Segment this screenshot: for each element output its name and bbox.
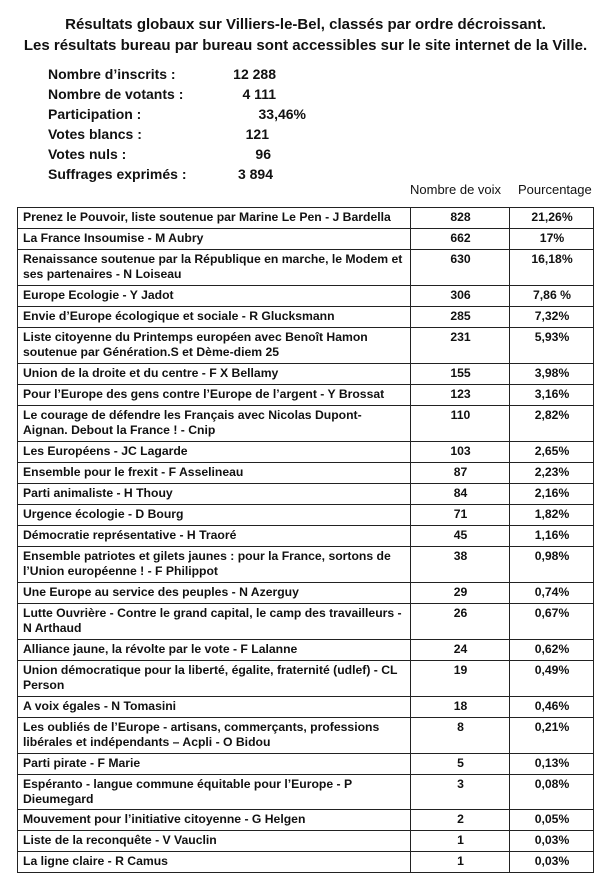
list-name-cell: Liste de la reconquête - V Vauclin <box>18 831 411 852</box>
table-row <box>18 661 594 697</box>
table-row <box>18 718 594 754</box>
votes-cell: 29 <box>411 583 510 604</box>
votes-cell: 5 <box>411 754 510 775</box>
votes-cell: 662 <box>411 229 510 250</box>
table-row <box>18 463 594 484</box>
column-header-votes: Nombre de voix <box>410 182 502 197</box>
percentage-cell: 21,26% <box>510 208 594 229</box>
table-row <box>18 604 594 640</box>
list-name-cell: Europe Ecologie - Y Jadot <box>18 286 411 307</box>
percentage-cell: 0,67% <box>510 604 594 640</box>
percentage-cell: 3,98% <box>510 364 594 385</box>
percentage-cell: 17% <box>510 229 594 250</box>
stat-label: Nombre d’inscrits : <box>48 66 176 82</box>
percentage-cell: 0,05% <box>510 810 594 831</box>
list-name-cell: Ensemble pour le frexit - F Asselineau <box>18 463 411 484</box>
percentage-cell: 0,49% <box>510 661 594 697</box>
percentage-cell: 0,21% <box>510 718 594 754</box>
votes-cell: 828 <box>411 208 510 229</box>
percentage-cell: 5,93% <box>510 328 594 364</box>
votes-cell: 19 <box>411 661 510 697</box>
votes-cell: 24 <box>411 640 510 661</box>
table-row <box>18 229 594 250</box>
votes-cell: 306 <box>411 286 510 307</box>
votes-cell: 630 <box>411 250 510 286</box>
percentage-cell: 7,86 % <box>510 286 594 307</box>
list-name-cell: Parti pirate - F Marie <box>18 754 411 775</box>
votes-cell: 155 <box>411 364 510 385</box>
votes-cell: 18 <box>411 697 510 718</box>
list-name-cell: Le courage de défendre les Français avec Nicolas Dupont-Aignan. Debout la France ! - Cnip <box>18 406 411 442</box>
table-row <box>18 526 594 547</box>
votes-cell: 38 <box>411 547 510 583</box>
table-row <box>18 250 594 286</box>
votes-cell: 1 <box>411 831 510 852</box>
percentage-cell: 2,82% <box>510 406 594 442</box>
results-table-body <box>18 208 594 873</box>
list-name-cell: Urgence écologie - D Bourg <box>18 505 411 526</box>
list-name-cell: Renaissance soutenue par la République en marche, le Modem et ses partenaires - N Loiseau <box>18 250 411 286</box>
table-row <box>18 810 594 831</box>
percentage-cell: 0,98% <box>510 547 594 583</box>
votes-cell: 3 <box>411 775 510 810</box>
percentage-cell: 0,74% <box>510 583 594 604</box>
list-name-cell: Lutte Ouvrière - Contre le grand capital, le camp des travailleurs - N Arthaud <box>18 604 411 640</box>
table-row <box>18 754 594 775</box>
votes-cell: 1 <box>411 852 510 873</box>
title-line-1: Résultats globaux sur Villiers-le-Bel, classés par ordre décroissant. <box>65 16 546 33</box>
list-name-cell: Union de la droite et du centre - F X Bellamy <box>18 364 411 385</box>
table-row <box>18 406 594 442</box>
percentage-cell: 16,18% <box>510 250 594 286</box>
stat-label: Votes blancs : <box>48 126 142 142</box>
table-row <box>18 697 594 718</box>
percentage-cell: 0,08% <box>510 775 594 810</box>
percentage-cell: 0,46% <box>510 697 594 718</box>
votes-cell: 285 <box>411 307 510 328</box>
list-name-cell: La France Insoumise - M Aubry <box>18 229 411 250</box>
list-name-cell: Envie d’Europe écologique et sociale - R Glucksmann <box>18 307 411 328</box>
percentage-cell: 1,82% <box>510 505 594 526</box>
stat-value: 4 111 <box>242 86 276 102</box>
list-name-cell: Union démocratique pour la liberté, égalite, fraternité (udlef) - CL Person <box>18 661 411 697</box>
stat-label: Nombre de votants : <box>48 86 184 102</box>
table-row <box>18 505 594 526</box>
list-name-cell: Pour l’Europe des gens contre l’Europe de l’argent - Y Brossat <box>18 385 411 406</box>
column-header-percentage: Pourcentage <box>518 182 592 197</box>
votes-cell: 110 <box>411 406 510 442</box>
table-row <box>18 831 594 852</box>
percentage-cell: 0,03% <box>510 831 594 852</box>
percentage-cell: 3,16% <box>510 385 594 406</box>
votes-cell: 8 <box>411 718 510 754</box>
list-name-cell: La ligne claire - R Camus <box>18 852 411 873</box>
table-row <box>18 286 594 307</box>
list-name-cell: A voix égales - N Tomasini <box>18 697 411 718</box>
stat-value: 33,46% <box>258 106 306 122</box>
list-name-cell: Alliance jaune, la révolte par le vote - F Lalanne <box>18 640 411 661</box>
percentage-cell: 0,62% <box>510 640 594 661</box>
table-row <box>18 385 594 406</box>
percentage-cell: 1,16% <box>510 526 594 547</box>
list-name-cell: Les Européens - JC Lagarde <box>18 442 411 463</box>
votes-cell: 45 <box>411 526 510 547</box>
title-line-2: Les résultats bureau par bureau sont accessibles sur le site internet de la Ville. <box>23 37 588 54</box>
percentage-cell: 0,03% <box>510 852 594 873</box>
table-row <box>18 307 594 328</box>
votes-cell: 71 <box>411 505 510 526</box>
stat-value: 96 <box>255 146 271 162</box>
votes-cell: 103 <box>411 442 510 463</box>
table-row <box>18 364 594 385</box>
list-name-cell: Liste citoyenne du Printemps européen avec Benoît Hamon soutenue par Génération.S et Dème-diem 25 <box>18 328 411 364</box>
votes-cell: 87 <box>411 463 510 484</box>
list-name-cell: Parti animaliste - H Thouy <box>18 484 411 505</box>
table-row <box>18 442 594 463</box>
votes-cell: 123 <box>411 385 510 406</box>
votes-cell: 26 <box>411 604 510 640</box>
table-row <box>18 484 594 505</box>
table-row <box>18 328 594 364</box>
stat-value: 3 894 <box>237 166 273 182</box>
table-row <box>18 640 594 661</box>
stat-value: 12 288 <box>233 66 276 82</box>
page-title <box>0 14 611 56</box>
percentage-cell: 2,16% <box>510 484 594 505</box>
stat-label: Votes nuls : <box>48 146 127 162</box>
list-name-cell: Mouvement pour l’initiative citoyenne - G Helgen <box>18 810 411 831</box>
table-row <box>18 775 594 810</box>
list-name-cell: Une Europe au service des peuples - N Azerguy <box>18 583 411 604</box>
list-name-cell: Espéranto - langue commune équitable pour l’Europe - P Dieumegard <box>18 775 411 810</box>
votes-cell: 84 <box>411 484 510 505</box>
stat-label: Participation : <box>48 106 142 122</box>
votes-cell: 231 <box>411 328 510 364</box>
table-row <box>18 852 594 873</box>
table-row <box>18 583 594 604</box>
list-name-cell: Les oubliés de l’Europe - artisans, commerçants, professions libérales et indépendants – Acpli - O Bidou <box>18 718 411 754</box>
table-row <box>18 208 594 229</box>
percentage-cell: 2,65% <box>510 442 594 463</box>
list-name-cell: Prenez le Pouvoir, liste soutenue par Marine Le Pen - J Bardella <box>18 208 411 229</box>
votes-cell: 2 <box>411 810 510 831</box>
list-name-cell: Démocratie représentative - H Traoré <box>18 526 411 547</box>
table-row <box>18 547 594 583</box>
percentage-cell: 7,32% <box>510 307 594 328</box>
results-table <box>17 207 594 873</box>
stat-value: 121 <box>245 126 269 142</box>
stat-label: Suffrages exprimés : <box>48 166 187 182</box>
percentage-cell: 2,23% <box>510 463 594 484</box>
percentage-cell: 0,13% <box>510 754 594 775</box>
list-name-cell: Ensemble patriotes et gilets jaunes : pour la France, sortons de l’Union européenne ! - F Philippot <box>18 547 411 583</box>
